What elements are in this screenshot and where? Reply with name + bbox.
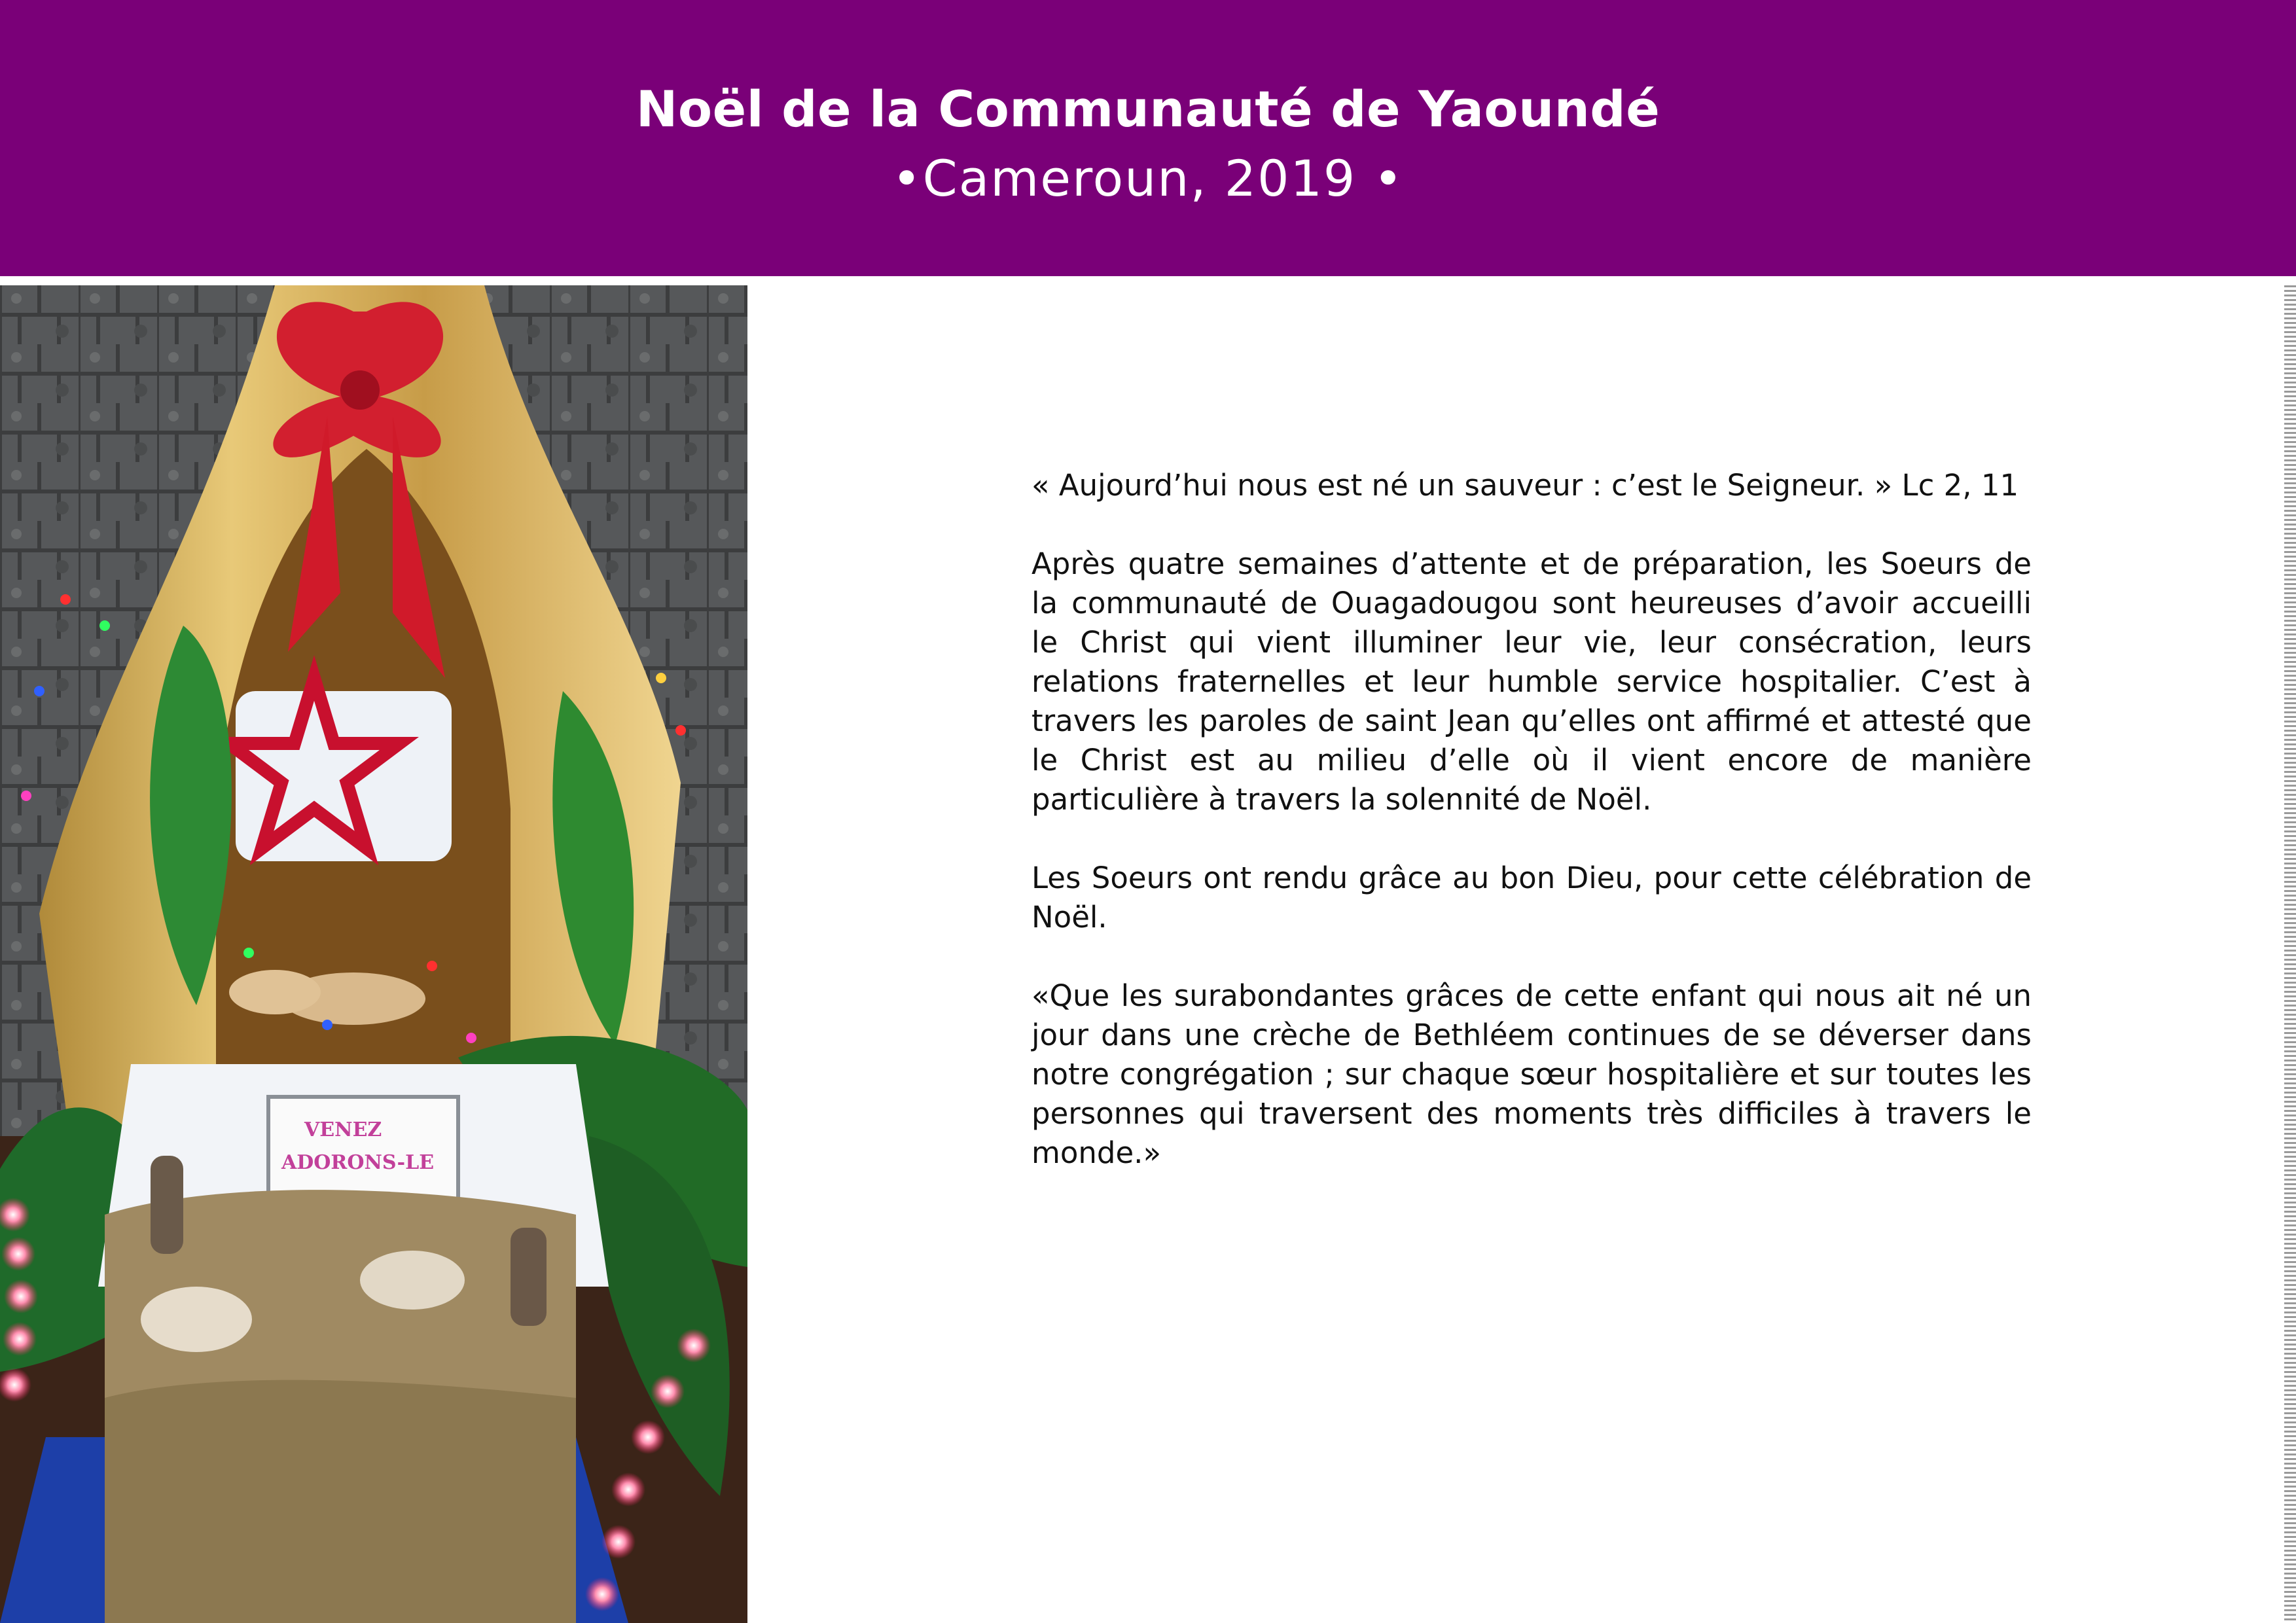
sign-text-line1: VENEZ [304,1118,382,1141]
page-subtitle: •Cameroun, 2019 • [891,149,1405,207]
page-title: Noël de la Communauté de Yaoundé [636,80,1660,138]
sign-text-line2: ADORONS-LE [281,1151,435,1174]
header-divider [0,276,2296,285]
paragraph-thanks: Les Soeurs ont rendu grâce au bon Dieu, pour cette célébration de Noël. [1031,861,2032,935]
page-edge-stripe [2284,285,2296,1623]
nativity-scene-photo [0,285,747,1623]
paragraph-prayer: «Que les surabondantes grâces de cette enfant qui nous ait né un jour dans une crèche de Bethléem continues de se déverser dans notre congrégation ; sur chaque sœur hospitalière et sur toutes les personnes qui traversent des moments très difficiles à travers le monde.» [1031,978,2032,1170]
paragraph-intro: Après quatre semaines d’attente et de préparation, les Soeurs de la communauté de Ouagadougou sont heureuses d’avoir accueilli le Christ qui vient illuminer leur vie, leur consécration, leurs relations fraternelles et leur humble service hospitalier. C’est à travers les paroles de saint Jean qu’elles ont affirmé et attesté que le Christ est au milieu d’elle où il vient encore de manière particulière à travers la solennité de Noël. [1031,546,2032,817]
article-text [1031,466,2032,1212]
header-banner [0,0,2296,276]
bible-quote: « Aujourd’hui nous est né un sauveur : c’est le Seigneur. » Lc 2, 11 [1031,468,2019,503]
